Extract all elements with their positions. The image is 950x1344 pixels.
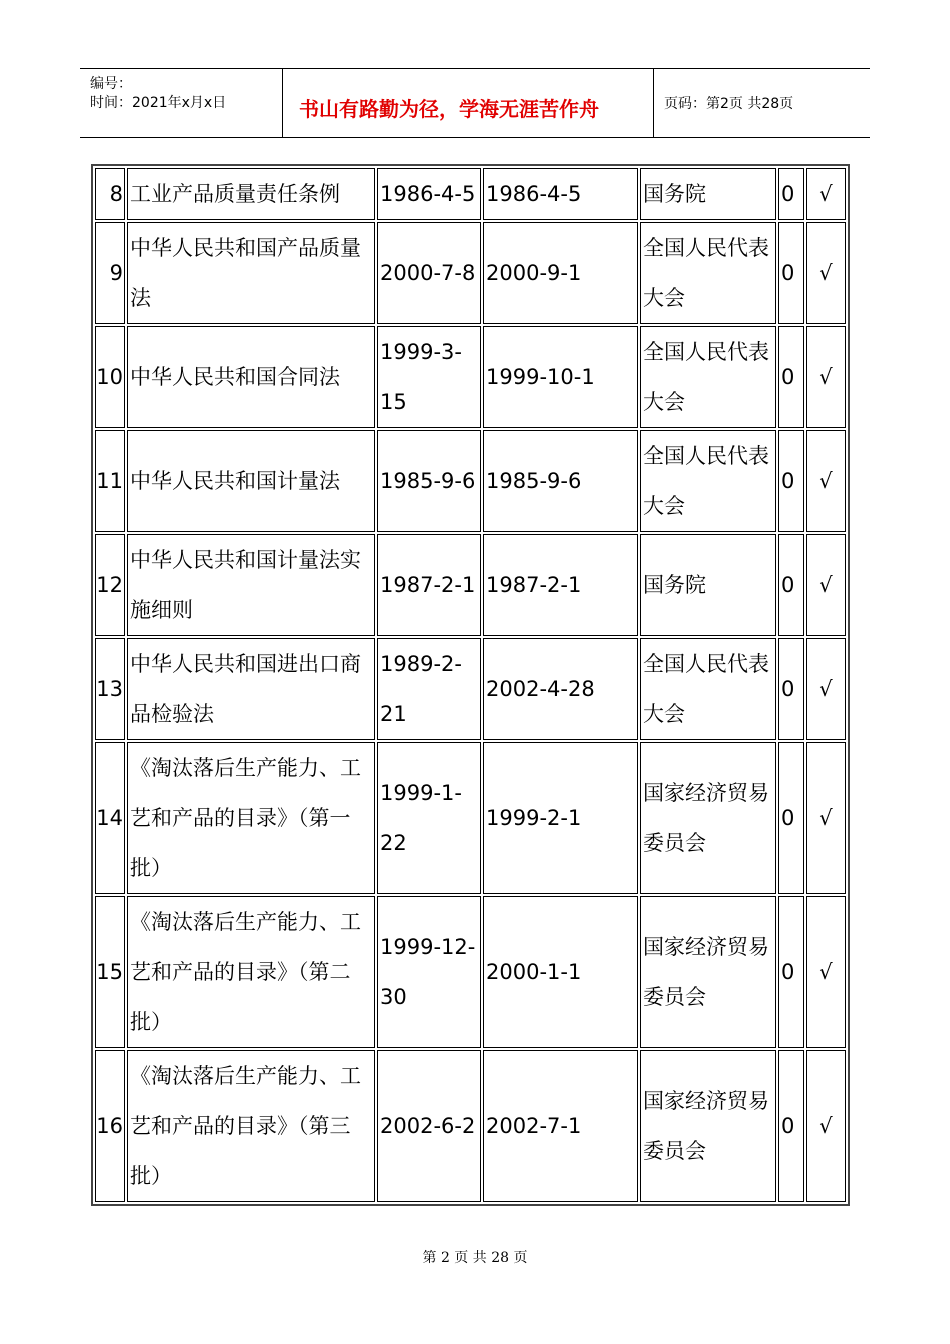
table-row [95,534,846,636]
count-value: 0 [778,1050,804,1202]
issuing-authority: 全国人民代表大会 [640,326,776,428]
applicable-check-mark: √ [806,638,846,740]
issuing-authority: 国家经济贸易委员会 [640,1050,776,1202]
row-number: 15 [95,896,125,1048]
issuing-authority: 国务院 [640,168,776,220]
regulation-name: 工业产品质量责任条例 [127,168,375,220]
issue-date: 2000-7-8 [377,222,481,324]
row-number: 11 [95,430,125,532]
row-number: 13 [95,638,125,740]
regulation-name: 中华人民共和国产品质量法 [127,222,375,324]
issue-date: 1989-2-21 [377,638,481,740]
row-number: 8 [95,168,125,220]
applicable-check-mark: √ [806,1050,846,1202]
count-value: 0 [778,896,804,1048]
header-meta [80,69,283,137]
header-page-info: 页码：第2页 共28页 [664,96,794,112]
effective-date: 1999-10-1 [483,326,638,428]
regulation-name: 中华人民共和国计量法 [127,430,375,532]
issuing-authority: 国家经济贸易委员会 [640,896,776,1048]
applicable-check-mark: √ [806,896,846,1048]
table-row [95,168,846,220]
row-number: 16 [95,1050,125,1202]
issuing-authority: 全国人民代表大会 [640,222,776,324]
effective-date: 1986-4-5 [483,168,638,220]
count-value: 0 [778,222,804,324]
regulations-table-wrapper [91,164,850,1206]
page-footer: 第 2 页 共 28 页 [422,1250,528,1266]
applicable-check-mark: √ [806,168,846,220]
effective-date: 1985-9-6 [483,430,638,532]
table-row [95,638,846,740]
issuing-authority: 全国人民代表大会 [640,430,776,532]
document-time-label: 时间：2021年x月x日 [90,95,227,111]
issue-date: 2002-6-2 [377,1050,481,1202]
issue-date: 1999-3-15 [377,326,481,428]
issue-date: 1986-4-5 [377,168,481,220]
regulations-table-body [95,168,846,1202]
header-motto: 书山有路勤为径，学海无涯苦作舟 [299,97,599,121]
regulation-name: 中华人民共和国计量法实施细则 [127,534,375,636]
issue-date: 1985-9-6 [377,430,481,532]
count-value: 0 [778,326,804,428]
applicable-check-mark: √ [806,326,846,428]
applicable-check-mark: √ [806,222,846,324]
effective-date: 1987-2-1 [483,534,638,636]
regulation-name: 《淘汰落后生产能力、工艺和产品的目录》（第二批） [127,896,375,1048]
row-number: 12 [95,534,125,636]
table-row [95,742,846,894]
effective-date: 2000-9-1 [483,222,638,324]
count-value: 0 [778,430,804,532]
issuing-authority: 国家经济贸易委员会 [640,742,776,894]
issuing-authority: 国务院 [640,534,776,636]
issue-date: 1999-1-22 [377,742,481,894]
table-row [95,430,846,532]
regulation-name: 中华人民共和国合同法 [127,326,375,428]
page-header [80,68,870,138]
row-number: 14 [95,742,125,894]
table-row [95,1050,846,1202]
row-number: 9 [95,222,125,324]
regulation-name: 《淘汰落后生产能力、工艺和产品的目录》（第一批） [127,742,375,894]
effective-date: 2002-7-1 [483,1050,638,1202]
regulations-table [91,164,850,1206]
count-value: 0 [778,742,804,894]
count-value: 0 [778,168,804,220]
header-motto-cell [283,69,654,137]
effective-date: 2000-1-1 [483,896,638,1048]
table-row [95,896,846,1048]
table-row [95,326,846,428]
table-row [95,222,846,324]
count-value: 0 [778,534,804,636]
issue-date: 1987-2-1 [377,534,481,636]
regulation-name: 中华人民共和国进出口商品检验法 [127,638,375,740]
count-value: 0 [778,638,804,740]
effective-date: 1999-2-1 [483,742,638,894]
issuing-authority: 全国人民代表大会 [640,638,776,740]
applicable-check-mark: √ [806,534,846,636]
row-number: 10 [95,326,125,428]
applicable-check-mark: √ [806,430,846,532]
document-number-label: 编号： [90,76,132,92]
issue-date: 1999-12-30 [377,896,481,1048]
applicable-check-mark: √ [806,742,846,894]
effective-date: 2002-4-28 [483,638,638,740]
regulation-name: 《淘汰落后生产能力、工艺和产品的目录》（第三批） [127,1050,375,1202]
